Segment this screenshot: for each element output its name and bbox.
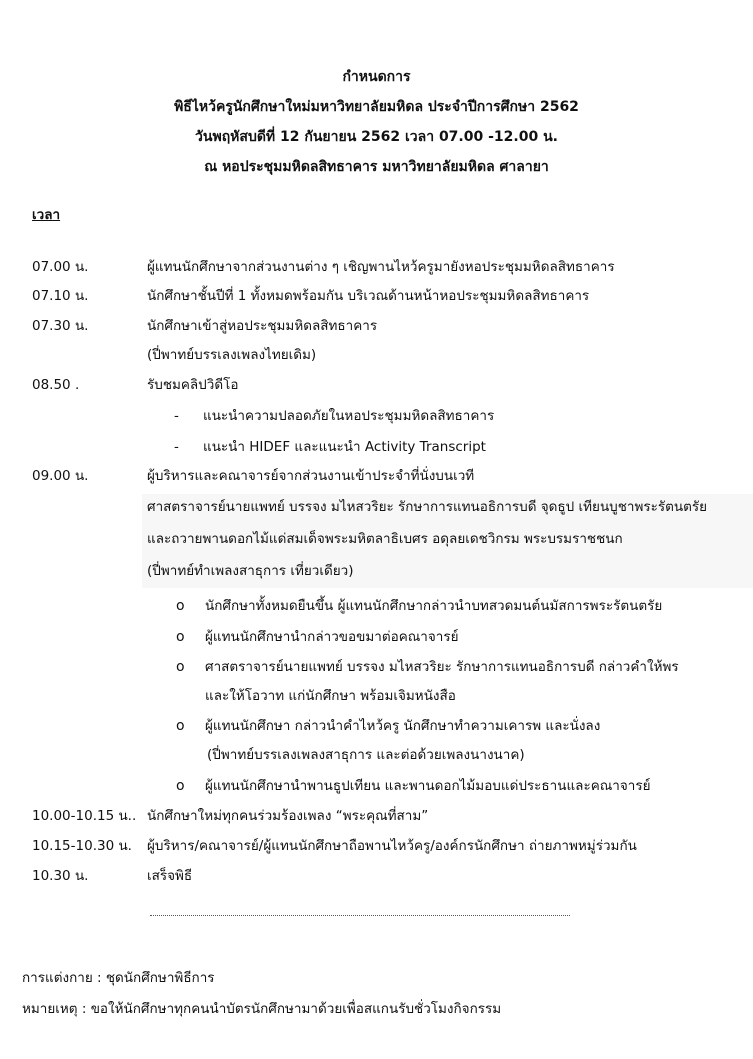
schedule-description: นักศึกษาใหม่ทุกคนร่วมร้องเพลง “พระคุณที่สาม” (147, 808, 429, 824)
dash-marker: - (174, 439, 179, 455)
schedule-time: 07.30 น. (32, 318, 89, 334)
schedule-description: ผู้แทนนักศึกษาจากส่วนงานต่าง ๆ เชิญพานไหว้ครูมายังหอประชุมมหิดลสิทธาคาร (147, 259, 615, 275)
schedule-time: 08.50 . (32, 377, 80, 393)
bullet-marker: o (176, 629, 185, 645)
remark-note: หมายเหตุ : ขอให้นักศึกษาทุกคนนำบัตรนักศึกษามาด้วยเพื่อสแกนรับชั่วโมงกิจกรรม (22, 1001, 502, 1017)
schedule-paragraph: และถวายพานดอกไม้แด่สมเด็จพระมหิตลาธิเบศร อดุลยเดชวิกรม พระบรมราชชนก (147, 531, 623, 547)
video-item: แนะนำ HIDEF และแนะนำ Activity Transcript (203, 439, 486, 455)
dress-code: การแต่งกาย : ชุดนักศึกษาพิธีการ (22, 970, 215, 986)
schedule-description: รับชมคลิปวิดีโอ (147, 377, 239, 393)
title-date: วันพฤหัสบดีที่ 12 กันยายน 2562 เวลา 07.00 -12.00 น. (195, 129, 558, 145)
schedule-description: ผู้บริหารและคณาจารย์จากส่วนงานเข้าประจำที่นั่งบนเวที (147, 468, 475, 484)
title-venue: ณ หอประชุมมหิดลสิทธาคาร มหาวิทยาลัยมหิดล ศาลายา (204, 159, 549, 175)
bullet-marker: o (176, 718, 185, 734)
time-column-heading: เวลา (32, 207, 61, 223)
schedule-description: เสร็จพิธี (147, 868, 193, 884)
schedule-time: 10.15-10.30 น. (32, 838, 132, 854)
bullet-marker: o (176, 659, 185, 675)
schedule-time: 10.30 น. (32, 868, 89, 884)
bullet-item: ผู้แทนนักศึกษานำพานธูปเทียน และพานดอกไม้มอบแด่ประธานและคณาจารย์ (205, 778, 651, 794)
dotted-separator (150, 915, 570, 916)
bullet-marker: o (176, 598, 185, 614)
schedule-note: (ปี่พาทย์ทำเพลงสาธุการ เที่ยวเดียว) (147, 563, 354, 579)
bullet-marker: o (176, 778, 185, 794)
video-item: แนะนำความปลอดภัยในหอประชุมมหิดลสิทธาคาร (203, 408, 495, 424)
dash-marker: - (174, 408, 179, 424)
schedule-description: นักศึกษาชั้นปีที่ 1 ทั้งหมดพร้อมกัน บริเวณด้านหน้าหอประชุมมหิดลสิทธาคาร (147, 288, 590, 304)
schedule-time: 10.00-10.15 น.. (32, 808, 137, 824)
schedule-note: (ปี่พาทย์บรรเลงเพลงไทยเดิม) (147, 347, 317, 363)
bullet-item-continuation: และให้โอวาท แก่นักศึกษา พร้อมเจิมหนังสือ (205, 688, 456, 704)
schedule-paragraph: ศาสตราจารย์นายแพทย์ บรรจง มไหสวริยะ รักษาการแทนอธิการบดี จุดธูป เทียนบูชาพระรัตนตรัย (147, 499, 708, 515)
title-ceremony: พิธีไหว้ครูนักศึกษาใหม่มหาวิทยาลัยมหิดล ประจำปีการศึกษา 2562 (174, 99, 579, 115)
schedule-description: ผู้บริหาร/คณาจารย์/ผู้แทนนักศึกษาถือพานไหว้ครู/องค์กรนักศึกษา ถ่ายภาพหมู่ร่วมกัน (147, 838, 637, 854)
bullet-item-continuation: (ปี่พาทย์บรรเลงเพลงสาธุการ และต่อด้วยเพลงนางนาค) (207, 747, 525, 763)
bullet-item: นักศึกษาทั้งหมดยืนขึ้น ผู้แทนนักศึกษากล่าวนำบทสวดมนต์นมัสการพระรัตนตรัย (205, 598, 663, 614)
bullet-item: ศาสตราจารย์นายแพทย์ บรรจง มไหสวริยะ รักษาการแทนอธิการบดี กล่าวคำให้พร (205, 659, 679, 675)
bullet-item: ผู้แทนนักศึกษา กล่าวนำคำไหว้ครู นักศึกษาทำความเคารพ และนั่งลง (205, 718, 601, 734)
schedule-time: 09.00 น. (32, 468, 89, 484)
schedule-description: นักศึกษาเข้าสู่หอประชุมมหิดลสิทธาคาร (147, 318, 378, 334)
schedule-time: 07.10 น. (32, 288, 89, 304)
document-title-block (0, 62, 753, 182)
schedule-time: 07.00 น. (32, 259, 89, 275)
title-schedule: กำหนดการ (342, 69, 411, 85)
bullet-item: ผู้แทนนักศึกษานำกล่าวขอขมาต่อคณาจารย์ (205, 629, 459, 645)
